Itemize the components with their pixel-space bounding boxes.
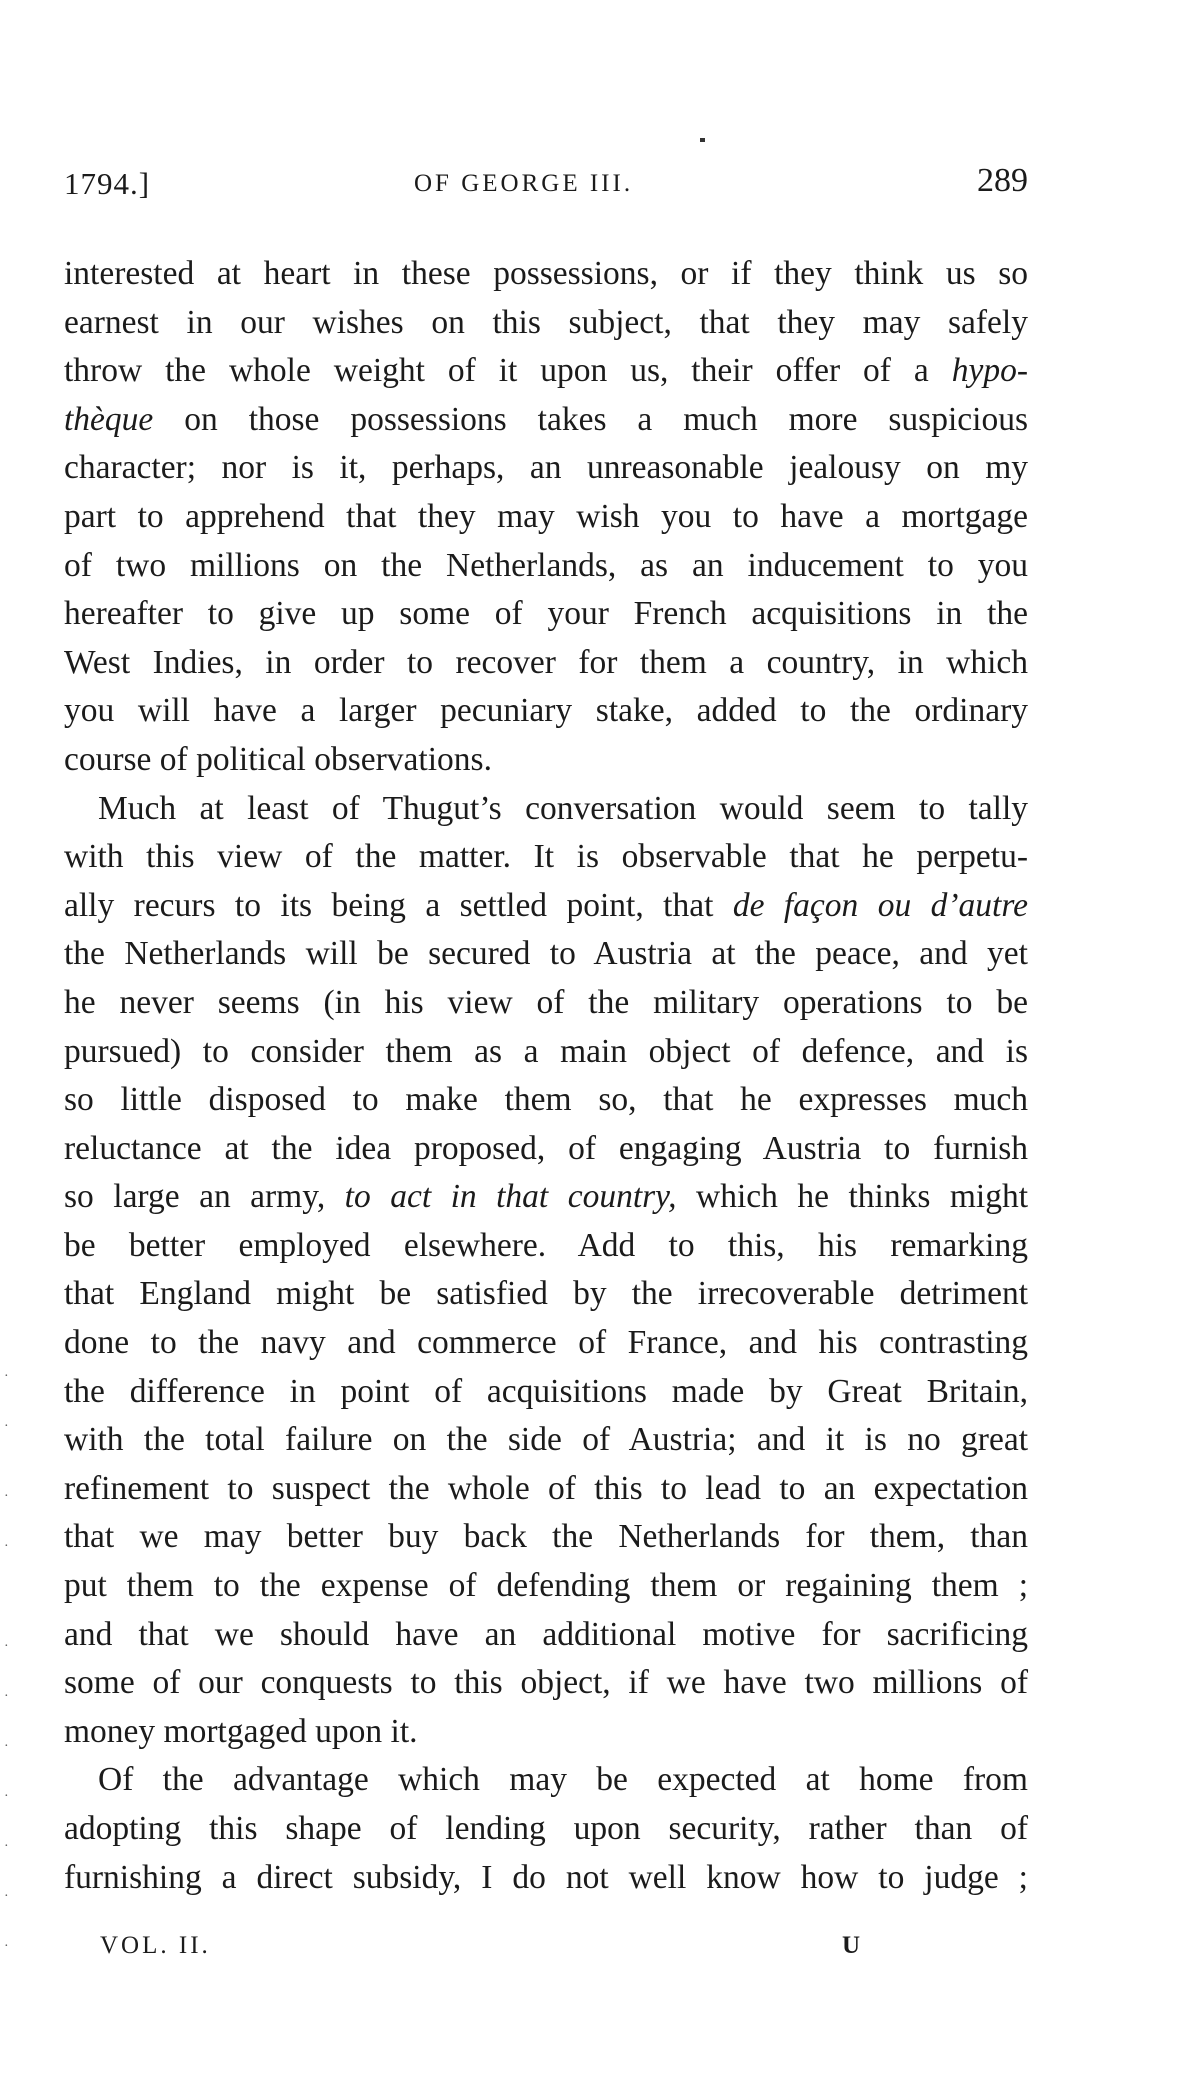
italic-term: de façon ou d’autre: [732, 886, 1029, 924]
gutter-mark: ·: [4, 1789, 9, 1804]
running-title: OF GEORGE III.: [414, 170, 634, 197]
italic-term: thèque: [64, 400, 154, 438]
text-line: be better employed elsewhere. Add to this, his remarking: [64, 1226, 1028, 1264]
text-line: Of the advantage which may be expected at home from: [98, 1761, 1028, 1799]
text-line: furnishing a direct subsidy, I do not well know how to judge ;: [64, 1858, 1028, 1896]
text-line: earnest in our wishes on this subject, that they may safely: [64, 303, 1028, 341]
page-number: 289: [977, 162, 1028, 199]
text-span: throw the whole weight of it upon us, their offer of a: [64, 352, 929, 390]
text-line: [64, 1173, 1028, 1222]
text-line: the difference in point of acquisitions made by Great Britain,: [64, 1372, 1028, 1410]
text-line: interested at heart in these possessions, or if they think us so: [64, 255, 1028, 292]
gutter-mark: ·: [4, 1939, 9, 1954]
text-line: the Netherlands will be secured to Austria at the peace, and yet: [64, 935, 1028, 973]
text-line: [64, 347, 1028, 396]
gutter-mark: ·: [4, 1739, 9, 1754]
body-text: [64, 250, 1028, 1902]
text-line: hereafter to give up some of your French acquisitions in the: [64, 595, 1028, 633]
text-line: some of our conquests to this object, if we have two millions of: [64, 1664, 1028, 1702]
text-span: so large an army,: [64, 1178, 326, 1216]
gutter-mark: ·: [4, 1489, 9, 1504]
text-line: character; nor is it, perhaps, an unreasonable jealousy on my: [64, 449, 1028, 487]
text-line: that England might be satisfied by the irrecoverable detriment: [64, 1275, 1028, 1313]
text-span: which he thinks might: [696, 1178, 1028, 1216]
text-span: on those possessions takes a much more suspicious: [184, 400, 1028, 438]
gutter-mark: ·: [4, 1889, 9, 1904]
text-line: that we may better buy back the Netherlands for them, than: [64, 1518, 1028, 1556]
text-line: done to the navy and commerce of France, and his contrasting: [64, 1324, 1028, 1362]
running-header: [64, 162, 1028, 210]
text-line: money mortgaged upon it.: [64, 1712, 418, 1750]
italic-term: hypo-: [951, 352, 1028, 390]
text-line: part to apprehend that they may wish you to have a mortgage: [64, 497, 1028, 535]
gutter-mark: ·: [4, 1839, 9, 1854]
text-line: put them to the expense of defending them or regaining them ;: [64, 1567, 1028, 1605]
text-line: with the total failure on the side of Austria; and it is no great: [64, 1421, 1028, 1459]
text-line: Much at least of Thugut’s conversation would seem to tally: [98, 789, 1028, 827]
gutter-mark: ·: [4, 1369, 9, 1384]
text-line: you will have a larger pecuniary stake, added to the ordinary: [64, 692, 1028, 730]
text-span: ally recurs to its being a settled point, that: [64, 886, 714, 924]
text-line: refinement to suspect the whole of this to lead to an expectation: [64, 1469, 1028, 1507]
header-year: 1794.]: [64, 166, 151, 201]
text-line: course of political observations.: [64, 740, 492, 778]
text-line: pursued) to consider them as a main object of defence, and is: [64, 1032, 1028, 1070]
gutter-mark: ·: [4, 1689, 9, 1704]
text-line: with this view of the matter. It is observable that he perpetu-: [64, 838, 1028, 876]
gutter-mark: ·: [4, 1639, 9, 1654]
signature-mark: U: [841, 1932, 860, 1959]
print-mark: [700, 138, 705, 142]
gutter-mark: ·: [4, 1419, 9, 1434]
gutter-mark: ·: [4, 1539, 9, 1554]
page-footer: [100, 1932, 860, 1960]
text-line: adopting this shape of lending upon security, rather than of: [64, 1810, 1028, 1847]
text-line: [64, 396, 1028, 445]
text-line: and that we should have an additional motive for sacrificing: [64, 1615, 1028, 1653]
italic-term: to act in that country,: [344, 1178, 677, 1216]
text-line: he never seems (in his view of the military operations to be: [64, 983, 1028, 1021]
text-line: of two millions on the Netherlands, as an inducement to you: [64, 546, 1028, 584]
text-line: [64, 882, 1028, 931]
text-line: West Indies, in order to recover for them a country, in which: [64, 643, 1028, 681]
volume-label: VOL. II.: [100, 1932, 211, 1959]
text-line: so little disposed to make them so, that he expresses much: [64, 1081, 1028, 1119]
text-line: reluctance at the idea proposed, of engaging Austria to furnish: [64, 1129, 1028, 1167]
